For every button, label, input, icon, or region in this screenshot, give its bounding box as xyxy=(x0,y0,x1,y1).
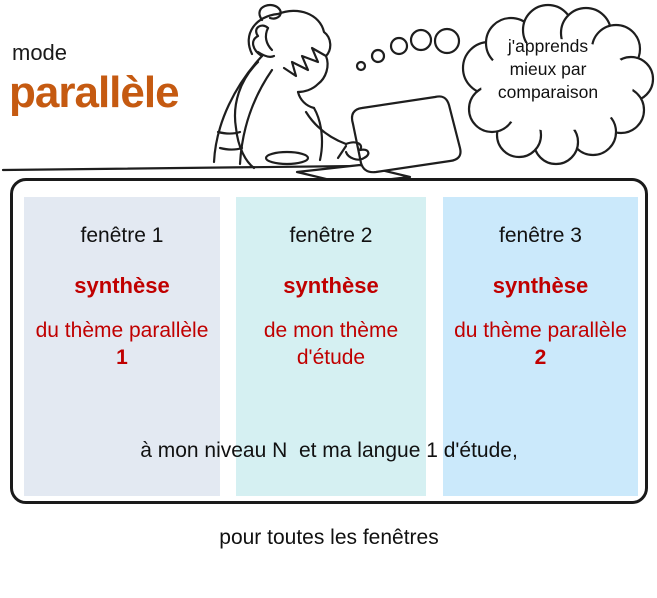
thought-bubble-line: j'apprends xyxy=(507,36,589,56)
window-heading: synthèse xyxy=(283,273,379,298)
window-title: fenêtre 1 xyxy=(80,224,164,247)
window-title: fenêtre 3 xyxy=(499,224,582,247)
window-heading: synthèse xyxy=(492,273,589,298)
cup-icon xyxy=(266,152,308,164)
window-title: fenêtre 2 xyxy=(289,224,373,247)
thought-bubble-line: mieux par xyxy=(509,59,587,79)
window-detail-line: de mon thème xyxy=(263,319,399,342)
footer-line: pour toutes les fenêtres xyxy=(219,526,439,549)
thought-bubble-line: comparaison xyxy=(497,82,599,102)
window-detail-line: 1 xyxy=(116,346,128,369)
window-detail-line: 2 xyxy=(534,346,547,369)
footer-line: à mon niveau N et ma langue 1 d'étude, xyxy=(140,439,518,462)
thought-dots-icon xyxy=(357,29,459,70)
windows-board xyxy=(10,178,648,549)
page-title: parallèle xyxy=(9,68,179,117)
mode-label: mode xyxy=(12,40,68,65)
window-detail-line: du thème parallèle xyxy=(35,319,209,342)
desk-line xyxy=(3,166,358,170)
window-detail-line: d'étude xyxy=(296,346,366,369)
person-line-art xyxy=(214,5,368,168)
thought-bubble-text xyxy=(462,35,634,104)
window-detail-line: du thème parallèle xyxy=(454,319,627,342)
window-heading: synthèse xyxy=(74,273,170,298)
board-footer-text xyxy=(13,391,645,598)
